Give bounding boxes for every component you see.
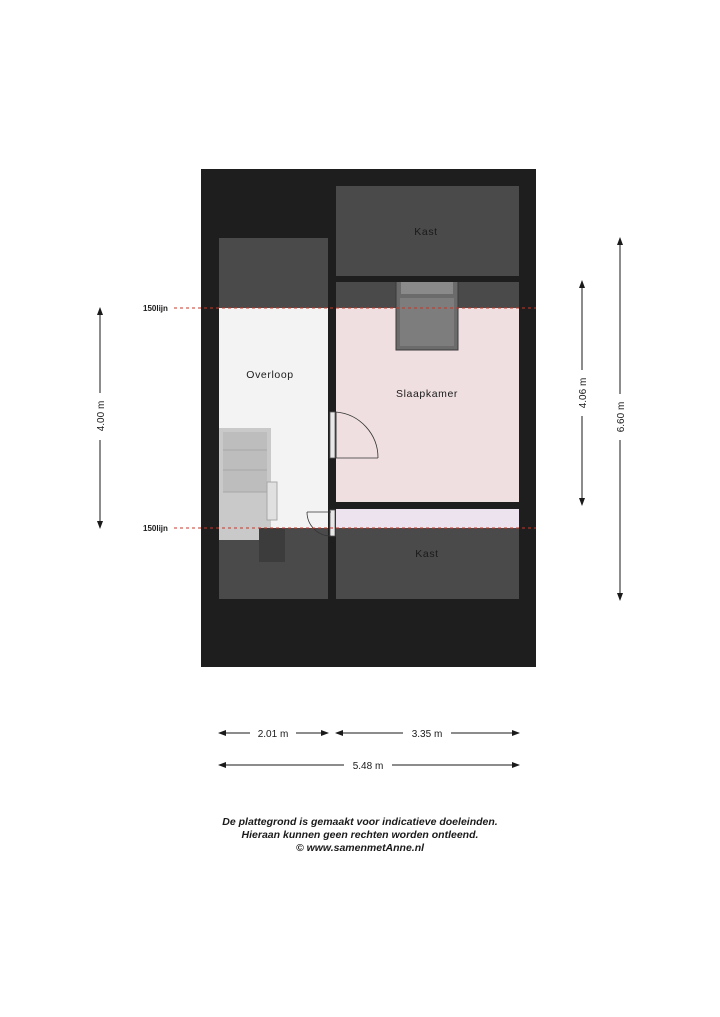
- overloop-low-zone-top: [219, 238, 328, 308]
- dimension-room-height: [578, 281, 589, 505]
- svg-text:6.60 m: 6.60 m: [616, 401, 627, 433]
- dimension-left-height: [96, 308, 107, 528]
- svg-text:4.06 m: 4.06 m: [578, 377, 589, 409]
- room-label-kast-bottom: Kast: [415, 548, 439, 560]
- svg-text:2.01 m: 2.01 m: [257, 729, 289, 740]
- room-label-overloop: Overloop: [246, 369, 294, 381]
- disclaimer-line-2: Hieraan kunnen geen rechten worden ontleend.: [241, 829, 479, 841]
- dimension-total-height: [616, 238, 627, 600]
- line-150-top-label: 150lijn: [143, 304, 168, 313]
- disclaimer: [0, 816, 720, 855]
- room-label-kast-top: Kast: [414, 226, 438, 238]
- disclaimer-line-1: De plattegrond is gemaakt voor indicatieve doeleinden.: [222, 816, 498, 828]
- wall-between-hall-bedroom-lower: [328, 458, 336, 498]
- dimension-total-width: [219, 761, 519, 772]
- svg-text:3.35 m: 3.35 m: [411, 729, 443, 740]
- dimension-width-left: [219, 729, 328, 740]
- line-150-bottom-label: 150lijn: [143, 524, 168, 533]
- kast-bottom-area: [336, 528, 519, 599]
- room-label-slaapkamer: Slaapkamer: [395, 388, 459, 400]
- kast-bottom-strip: [336, 509, 519, 528]
- wall-bedroom-bottom: [336, 502, 519, 509]
- wall-between-hall-bedroom: [328, 308, 336, 412]
- wall-left-inner: [201, 308, 219, 528]
- disclaimer-line-3: © www.samenmetAnne.nl: [295, 842, 425, 854]
- svg-text:4.00 m: 4.00 m: [96, 400, 107, 432]
- bed-icon: [396, 278, 458, 350]
- dimension-width-right: [336, 729, 519, 740]
- svg-text:5.48 m: 5.48 m: [352, 761, 384, 772]
- wall-right-inner: [519, 308, 536, 528]
- wall-kast-divider: [336, 276, 519, 282]
